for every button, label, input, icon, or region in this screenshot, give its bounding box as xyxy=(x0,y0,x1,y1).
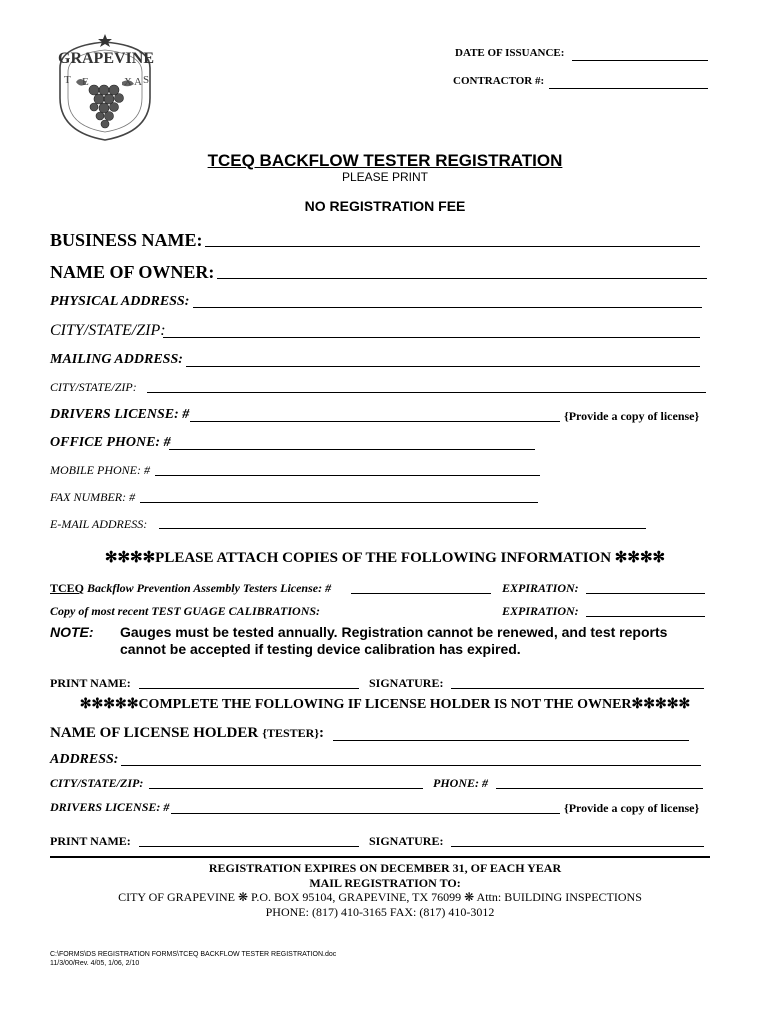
tester-tag: {TESTER} xyxy=(262,726,320,740)
email-label: E-MAIL ADDRESS: xyxy=(50,517,148,531)
holder-drivers-license-field[interactable] xyxy=(171,813,560,814)
mailing-address-label: MAILING ADDRESS: xyxy=(50,352,183,367)
attach-heading: ✻✻✻✻PLEASE ATTACH COPIES OF THE FOLLOWING INFORMATION ✻✻✻✻ xyxy=(104,550,666,566)
license-holder-colon: : xyxy=(319,725,325,741)
mailing-address-field[interactable] xyxy=(186,366,700,367)
print-name-2-label: PRINT NAME: xyxy=(50,834,131,848)
logo-letter-e: E xyxy=(82,76,89,88)
date-of-issuance-field[interactable] xyxy=(572,60,708,61)
note-label: NOTE: xyxy=(50,624,94,640)
physical-address-label: PHYSICAL ADDRESS: xyxy=(50,294,190,309)
mail-to-heading: MAIL REGISTRATION TO: xyxy=(309,876,461,890)
city-state-zip-1-field[interactable] xyxy=(163,337,700,338)
owner-name-field[interactable] xyxy=(217,278,707,279)
tceq-label: TCEQ xyxy=(50,581,85,595)
grapevine-seal-icon xyxy=(50,28,160,144)
mobile-phone-label: MOBILE PHONE: # xyxy=(50,463,150,477)
license-holder-field[interactable] xyxy=(333,740,689,741)
holder-city-state-zip-field[interactable] xyxy=(149,788,423,789)
print-name-1-label: PRINT NAME: xyxy=(50,676,131,690)
provide-copy-note-2: {Provide a copy of license} xyxy=(564,801,700,815)
drivers-license-field[interactable] xyxy=(190,421,560,422)
logo-letter-a: A xyxy=(134,76,142,88)
license-holder-row xyxy=(50,724,324,742)
logo-text: GRAPEVINE xyxy=(58,50,155,67)
holder-heading: ✻✻✻✻✻COMPLETE THE FOLLOWING IF LICENSE HOLDER IS NOT THE OWNER✻✻✻✻✻ xyxy=(79,697,691,712)
email-field[interactable] xyxy=(159,528,646,529)
please-print: PLEASE PRINT xyxy=(341,170,429,184)
fax-number-label: FAX NUMBER: # xyxy=(50,490,136,504)
expiration-1-field[interactable] xyxy=(586,593,705,594)
holder-address-field[interactable] xyxy=(121,765,701,766)
logo-letter-x: X xyxy=(124,76,132,88)
license-holder-label: NAME OF LICENSE HOLDER xyxy=(50,725,259,741)
expiration-2-label: EXPIRATION: xyxy=(502,604,579,618)
city-state-zip-1-label: CITY/STATE/ZIP: xyxy=(50,322,166,339)
signature-2-field[interactable] xyxy=(451,846,704,847)
phone-fax-line: PHONE: (817) 410-3165 FAX: (817) 410-3012 xyxy=(265,905,495,919)
business-name-label: BUSINESS NAME: xyxy=(50,230,203,250)
drivers-license-label: DRIVERS LICENSE: # xyxy=(50,407,190,422)
footer-divider xyxy=(50,856,710,858)
contractor-field[interactable] xyxy=(549,88,708,89)
office-phone-label: OFFICE PHONE: # xyxy=(50,435,171,450)
expires-notice: REGISTRATION EXPIRES ON DECEMBER 31, OF EACH YEAR xyxy=(208,861,562,875)
tester-license-label: Backflow Prevention Assembly Testers License: # xyxy=(84,581,332,595)
office-phone-field[interactable] xyxy=(169,449,535,450)
fax-number-field[interactable] xyxy=(140,502,538,503)
tceq-license-row xyxy=(50,581,331,596)
mailing-address-line: CITY OF GRAPEVINE ❋ P.O. BOX 95104, GRAPEVINE, TX 76099 ❋ Attn: BUILDING INSPECTIONS xyxy=(118,890,642,904)
no-fee: NO REGISTRATION FEE xyxy=(304,198,466,214)
physical-address-field[interactable] xyxy=(193,307,702,308)
signature-1-field[interactable] xyxy=(451,688,704,689)
calibrations-label: Copy of most recent TEST GUAGE CALIBRATIONS: xyxy=(50,604,321,618)
print-name-1-field[interactable] xyxy=(139,688,359,689)
logo-letter-t: T xyxy=(64,74,71,86)
note-line-1: Gauges must be tested annually. Registration cannot be renewed, and test reports xyxy=(120,624,668,640)
revision-line: 11/3/00/Rev. 4/05, 1/06, 2/10 xyxy=(50,960,140,967)
holder-city-state-zip-label: CITY/STATE/ZIP: xyxy=(50,776,144,790)
logo-letter-s: S xyxy=(143,74,150,86)
date-of-issuance-label: DATE OF ISSUANCE: xyxy=(455,47,565,59)
mobile-phone-field[interactable] xyxy=(155,475,540,476)
contractor-label: CONTRACTOR #: xyxy=(453,75,545,87)
signature-1-label: SIGNATURE: xyxy=(369,676,444,690)
business-name-field[interactable] xyxy=(205,246,700,247)
expiration-1-label: EXPIRATION: xyxy=(502,581,579,595)
file-path: C:\FORMS\DS REGISTRATION FORMS\TCEQ BACKFLOW TESTER REGISTRATION.doc xyxy=(50,951,337,958)
print-name-2-field[interactable] xyxy=(139,846,359,847)
holder-address-label: ADDRESS: xyxy=(50,752,119,767)
note-line-2: cannot be accepted if testing device calibration has expired. xyxy=(120,641,521,657)
city-state-zip-2-label: CITY/STATE/ZIP: xyxy=(50,380,137,394)
city-state-zip-2-field[interactable] xyxy=(147,392,706,393)
page-title: TCEQ BACKFLOW TESTER REGISTRATION xyxy=(207,151,563,170)
tester-license-field[interactable] xyxy=(351,593,491,594)
holder-drivers-license-label: DRIVERS LICENSE: # xyxy=(50,800,170,814)
provide-copy-note-1: {Provide a copy of license} xyxy=(564,409,700,423)
grapevine-logo xyxy=(50,28,160,144)
holder-phone-field[interactable] xyxy=(496,788,703,789)
holder-phone-label: PHONE: # xyxy=(433,776,488,790)
owner-name-label: NAME OF OWNER: xyxy=(50,262,215,282)
expiration-2-field[interactable] xyxy=(586,616,705,617)
signature-2-label: SIGNATURE: xyxy=(369,834,444,848)
